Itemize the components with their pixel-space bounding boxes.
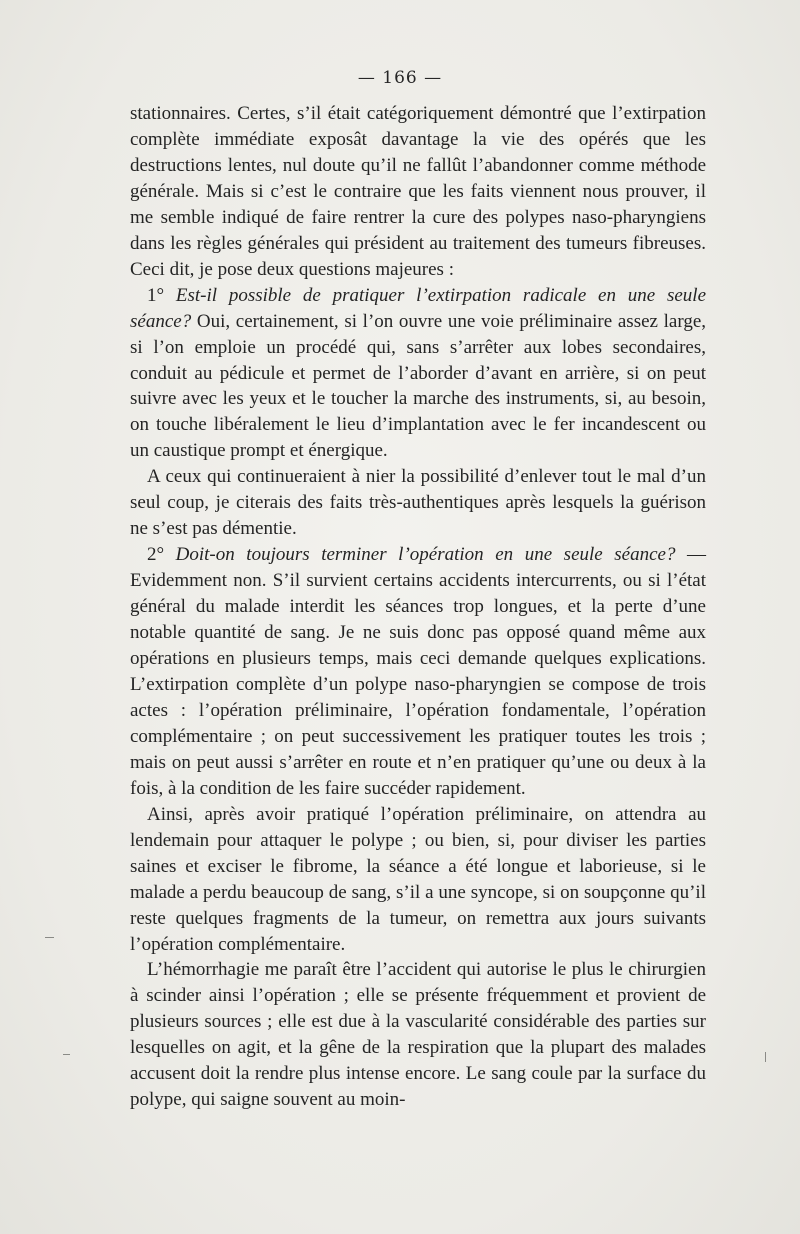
paragraph-text: — Evidemment non. S’il survient certains accidents intercurrents, ou si l’état général du malade interdit les séances trop longues, et la perte d’une notable quantité de sang. Je ne suis donc pas opposé quand même aux opérations en plusieurs temps, mais ceci demande quelques explications. L’extirpation complète d’un polype naso-pharyngien se compose de trois actes : l’opération préliminaire, l’opération fondamentale, l’opération complémentaire ; on peut successivement les pratiquer toutes les trois ; mais on peut aussi s’arrêter en route et n’en pratiquer qu’une ou deux à la fois, à la condition de les faire succéder rapidement. xyxy=(130,544,706,799)
margin-speck xyxy=(765,1052,766,1062)
body-text xyxy=(130,101,706,1113)
paragraph-text: L’hémorrhagie me paraît être l’accident qui autorise le plus le chirurgien à scinder ainsi l’opération ; elle se présente fréquemment et provient de plusieurs sources ; elle est due à la vascularité considérable des parties sur lesquelles on agit, et la gêne de la respiration que la plupart des malades accusent doit la rendre plus intense encore. Le sang coule par la surface du polype, qui saigne souvent au moin- xyxy=(130,959,706,1111)
paragraph xyxy=(130,283,706,465)
paragraph-text: Ainsi, après avoir pratiqué l’opération préliminaire, on attendra au lendemain pour attaquer le polype ; ou bien, si, pour diviser les parties saines et exciser le fibrome, la séance a été longue et laborieuse, si le malade a perdu beaucoup de sang, s’il a une syncope, si on soupçonne qu’il reste quelques fragments de la tumeur, on remettra aux jours suivants l’opération complémentaire. xyxy=(130,803,706,955)
paragraph-text: stationnaires. Certes, s’il était catégoriquement démontré que l’extirpation complète immédiate exposât davantage la vie des opérés que les destructions lentes, nul doute qu’il ne fallût l’abandonner comme méthode générale. Mais si c’est le contraire que les faits viennent nous prouver, il me semble indiqué de faire rentrer la cure des polypes naso-pharyngiens dans les règles générales qui président au traitement des tumeurs fibreuses. Ceci dit, je pose deux questions majeures : xyxy=(130,103,706,280)
paragraph xyxy=(130,542,706,802)
paragraph-text: Oui, certainement, si l’on ouvre une voie préliminaire assez large, si l’on emploie un procédé qui, sans s’arrêter aux lobes secondaires, conduit au pédicule et permet de l’aborder d’avant en arrière, si on peut suivre avec les yeux et le toucher la marche des instruments, si, au besoin, on touche libéralement le lieu d’implantation avec le fer incandescent ou un caustique prompt et énergique. xyxy=(130,310,706,462)
paragraph xyxy=(130,101,706,283)
margin-speck xyxy=(63,1054,70,1055)
italic-question: Doit-on toujours terminer l’opération en une seule séance? xyxy=(175,544,676,566)
margin-speck xyxy=(45,937,54,938)
paragraph xyxy=(130,802,706,958)
paragraph xyxy=(130,464,706,542)
italic-question: Est-il possible de pratiquer l’extirpation radicale en une seule séance? xyxy=(130,284,706,332)
page-number: — 166 — xyxy=(357,68,443,88)
paragraph-text: A ceux qui continueraient à nier la possibilité d’enlever tout le mal d’un seul coup, je citerais des faits très-authentiques après lesquels la guérison ne s’est pas démentie. xyxy=(130,466,706,540)
paragraph-text: 1° xyxy=(147,284,176,306)
paragraph xyxy=(130,957,706,1113)
paragraph-text: 2° xyxy=(147,544,176,566)
